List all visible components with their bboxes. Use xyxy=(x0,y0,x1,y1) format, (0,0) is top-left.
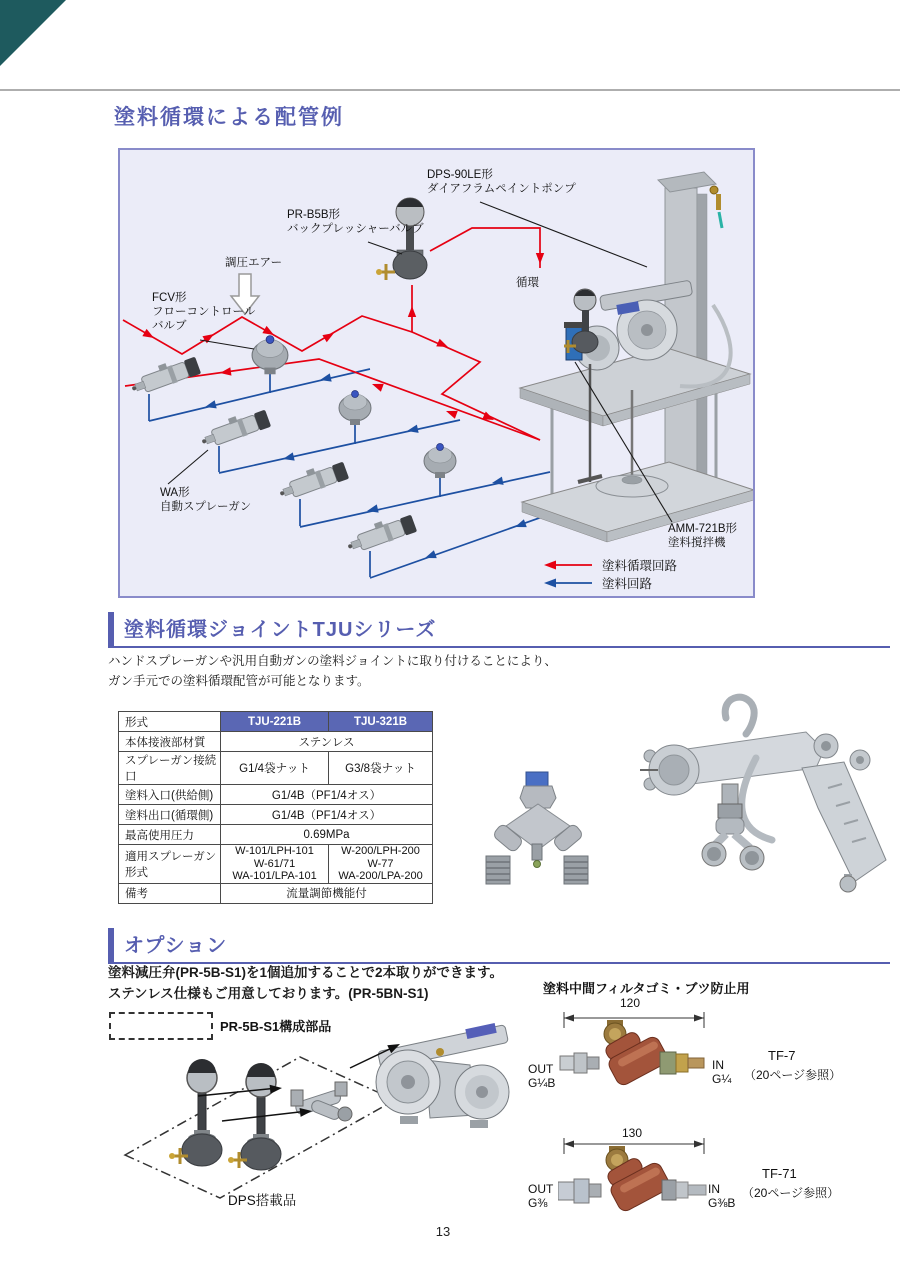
filter-in-label: IN G⅜B xyxy=(708,1182,736,1210)
spray-gun-photo xyxy=(588,688,900,906)
page-number: 13 xyxy=(435,1224,451,1239)
option-assembly-illustration xyxy=(100,1008,520,1204)
table-row: 塗料入口(供給側) G1/4B（PF1/4オス） xyxy=(119,785,433,805)
mixer-label: AMM-721B形 塗料撹拌機 xyxy=(668,523,738,549)
auto-spray-gun xyxy=(344,511,417,556)
red-arrow-icon xyxy=(542,559,594,571)
y-fitting-illustration xyxy=(291,1082,352,1121)
legend-circulation: 塗料循環回路 xyxy=(542,556,677,574)
table-row: 塗料出口(循環側) G1/4B（PF1/4オス） xyxy=(119,805,433,825)
piping-diagram-graphic xyxy=(120,150,753,596)
spray-gun-label: WA形 自動スプレーガン xyxy=(160,487,252,513)
pump-stand-illustration xyxy=(520,172,753,542)
corner-triangle-decoration xyxy=(0,0,66,66)
filter-dimension: 120 xyxy=(620,996,641,1010)
filter-out-label: OUT G⅜ xyxy=(528,1182,554,1210)
table-row: 適用スプレーガン形式 W-101/LPH-101 W-61/71 WA-101/LPA-101 W-200/LPH-200 W-77 WA-200/LPA-200 xyxy=(119,845,433,884)
filter-out-label: OUT G¼B xyxy=(528,1062,556,1090)
filter-dimension: 130 xyxy=(622,1126,643,1140)
table-row: 最高使用圧力 0.69MPa xyxy=(119,825,433,845)
filter-in-label: IN G¼ xyxy=(712,1058,732,1086)
filter-tf7-illustration xyxy=(558,996,710,1108)
pump-caption: DPS搭載品 xyxy=(228,1193,297,1208)
tju-spec-table xyxy=(118,711,433,904)
section-title-option: オプション xyxy=(108,928,890,964)
table-row: 備考 流量調節機能付 xyxy=(119,883,433,903)
legend-paint: 塗料回路 xyxy=(542,574,652,592)
piping-diagram-box xyxy=(118,148,755,598)
fcv-label: FCV形 フローコントロール バルブ xyxy=(152,292,256,332)
diaphragm-pump-illustration xyxy=(376,1023,509,1128)
parts-legend-label: PR-5B-S1構成部品 xyxy=(220,1019,332,1034)
filter-page-ref: （20ページ参照） xyxy=(742,1186,840,1200)
flow-control-valve xyxy=(339,391,371,426)
blue-arrow-icon xyxy=(542,577,594,589)
pressure-reducing-valve xyxy=(169,1059,222,1166)
circulation-label: 循環 xyxy=(516,277,539,289)
section-title-tju: 塗料循環ジョイントTJUシリーズ xyxy=(108,612,890,648)
filter-model: TF-7 xyxy=(768,1048,796,1063)
flow-control-valve xyxy=(252,336,288,375)
page-title: 塗料循環による配管例 xyxy=(114,106,344,129)
table-row: 本体接液部材質 ステンレス xyxy=(119,732,433,752)
auto-spray-gun xyxy=(128,353,201,398)
filter-model: TF-71 xyxy=(762,1166,797,1181)
option-description: 塗料減圧弁(PR-5B-S1)を1個追加することで2本取りができます。 ステンレス仕様もご用意しております。(PR-5BN-S1) xyxy=(108,965,503,1001)
air-label: 調圧エアー xyxy=(225,257,283,269)
auto-spray-gun xyxy=(276,458,349,503)
table-row: スプレーガン接続口 G1/4袋ナット G3/8袋ナット xyxy=(119,752,433,785)
circulation-circuit-arrows xyxy=(142,253,544,424)
tju-description: ハンドスプレーガンや汎用自動ガンの塗料ジョイントに取り付けることにより、 ガン手元での塗料循環配管が可能となります。 xyxy=(108,654,557,688)
tju-joint-photo xyxy=(480,768,595,898)
auto-spray-gun xyxy=(198,406,271,451)
pump-label: DPS-90LE形 ダイアフラムペイントポンプ xyxy=(427,169,576,195)
top-rule xyxy=(0,89,900,91)
table-row: 形式 TJU-221B TJU-321B xyxy=(119,712,433,732)
filter-page-ref: （20ページ参照） xyxy=(744,1068,842,1082)
back-pressure-valve-label: PR-B5B形 バックプレッシャーバルブ xyxy=(287,209,424,235)
filter-heading: 塗料中間フィルタゴミ・ブツ防止用 xyxy=(543,981,750,996)
flow-control-valve xyxy=(424,444,456,479)
